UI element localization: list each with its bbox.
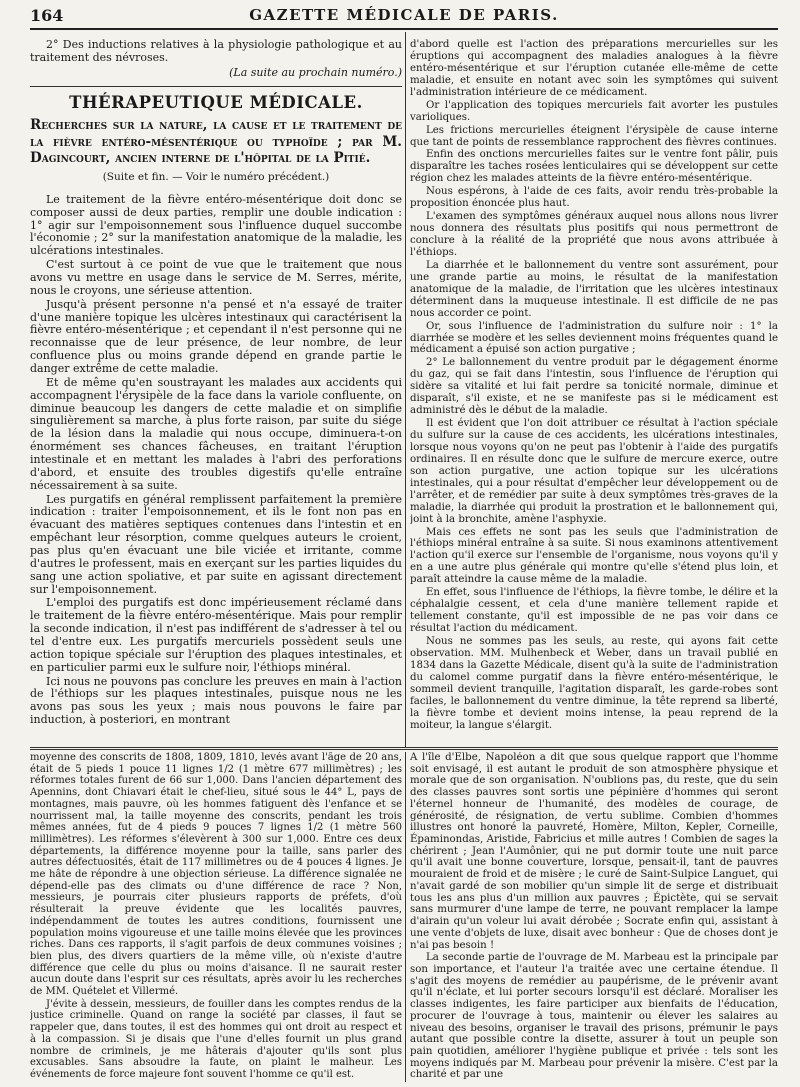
paragraph: Le traitement de la fièvre entéro-mésentérique doit donc se composer aussi de deux parties, remplir une double indication : 1° agir sur l'empoisonnement sous l'influence duquel succombe l'économie ; 2° sur la manifestation anatomique de la maladie, les ulcérations intestinales.: [30, 192, 402, 258]
paragraph: J'évite à dessein, messieurs, de fouiller dans les comptes rendus de la justice criminelle. Quand on range la société par classes, il faut se rappeler que, dans toutes, il est des hommes qui ont droit au respect et à la compassion. Si je disais que l'une d'elles fournit un plus grand nombre de criminels, je me hâterais d'ajouter qu'ils sont plus excusables. Sans absoudre la faute, on plaint le malheur. Les événements de force majeure font souvent l'homme ce qu'il est.: [30, 998, 402, 1080]
column-divider: [405, 752, 406, 1082]
paragraph: Ici nous ne pouvons pas conclure les preuves en main à l'action de l'éthiops sur les plaques intestinales, puisque nous ne les avons pas sous les yeux ; mais nous pouvons le faire par induction, à posteriori, en montrant: [30, 674, 402, 727]
article-title: Recherches sur la nature, la cause et le traitement de la fièvre entéro-mésentérique ou typhoïde ; par M. Dagincourt, ancien interne de l'hôpital de la Pitié.: [30, 117, 402, 167]
paragraph: La diarrhée et le ballonnement du ventre sont assurément, pour une grande partie au moins, le résultat de la manifestation anatomique de la maladie, de l'irritation que les ulcères intestinaux déterminent dans la muqueuse intestinale. Il est difficile de ne pas nous accorder ce point.: [410, 259, 778, 319]
paragraph: A l'île d'Elbe, Napoléon a dit que sous quelque rapport que l'homme soit envisagé, il est autant le produit de son atmosphère physique et morale que de son organisation. N'oublions pas, du reste, que du sein des classes pauvres sont sortis une pépinière d'hommes qui seront l'éternel honneur de l'humanité, des modèles de courage, de générosité, de résignation, de vertu sublime. Combien d'hommes illustres ont honoré la pauvreté, Homère, Milton, Kepler, Corneille, Épaminondas, Aristide, Fabricius et mille autres ! Combien de sages la chérirent ; Jean l'Aumônier, qui ne put dormir toute une nuit parce qu'il avait une bonne couverture, lorsque, pensait-il, tant de pauvres mouraient de froid et de misère ; le curé de Saint-Sulpice Languet, qui n'avait gardé de son mobilier qu'un simple lit de serge et distribuait tous les ans plus d'un million aux pauvres ; Épictète, qui se servait sans murmurer d'une lampe de terre, ne pouvant remplacer la lampe d'airain qu'un voleur lui avait dérobée ; Socrate enfin qui, assistant à une vente d'objets de luxe, disait avec bonheur : Que de choses dont je n'ai pas besoin !: [410, 752, 778, 951]
paragraph: L'emploi des purgatifs est donc impérieusement réclamé dans le traitement de la fièvre entéro-mésentérique. Mais pour remplir la seconde indication, il n'est pas indifférent de s'adresser à tel ou tel d'entre eux. Les purgatifs mercuriels possèdent seuls une action topique spéciale sur l'éruption des plaques intestinales, et en particulier parmi eux le sulfure noir, l'éthiops minéral.: [30, 596, 402, 674]
paragraph: d'abord quelle est l'action des préparations mercurielles sur les éruptions qui accompagnent des maladies analogues à la fièvre entéro-mésentérique et sur l'éruption cutanée elle-même de cette maladie, et ensuite en notant avec soin les symptômes qui suivent l'administration intérieure de ce médicament.: [410, 39, 778, 98]
column-bottom-left: [30, 752, 402, 1082]
paragraph: La seconde partie de l'ouvrage de M. Marbeau est la principale par son importance, et l'auteur l'a traitée avec une certaine étendue. Il s'agit des moyens de remédier au paupérisme, de le prévenir avant qu'il n'éclate, et lui porter secours lorsqu'il est déclaré. Moraliser les classes indigentes, les faire participer aux bienfaits de l'éducation, procurer de l'ouvrage à tous, maintenir ou élever les salaires au niveau des besoins, organiser le travail des prisons, prémunir le pays autant que possible contre la disette, assurer à tout un peuple son pain quotidien, améliorer l'hygiène publique et privée : tels sont les moyens indiqués par M. Marbeau pour prévenir la misère. C'est par la charité et par une: [410, 952, 778, 1081]
paragraph: Enfin des onctions mercurielles faites sur le ventre font pâlir, puis disparaître les taches rosées lenticulaires qui se développent sur cette région chez les malades atteints de la fièvre entéro-mésentérique.: [410, 149, 778, 185]
paragraph: Or l'application des topiques mercuriels fait avorter les pustules varioliques.: [410, 99, 778, 123]
paragraph: C'est surtout à ce point de vue que le traitement que nous avons vu mettre en usage dans le service de M. Serres, mérite, nous le croyons, une sérieuse attention.: [30, 258, 402, 297]
paragraph: Or, sous l'influence de l'administration du sulfure noir : 1° la diarrhée se modère et les selles deviennent moins fréquentes quand le médicament a épuisé son action purgative ;: [410, 320, 778, 356]
paragraph: Mais ces effets ne sont pas les seuls que l'administration de l'éthiops minéral entraîne à sa suite. Si nous examinons attentivement l'action qu'il exerce sur l'ensemble de l'organisme, nous voyons qu'il y en a une autre plus générale qui montre qu'elle s'étend plus loin, et paraît atteindre la cause même de la maladie.: [410, 526, 778, 586]
column-top-left: [30, 39, 402, 743]
section-divider: [30, 747, 778, 750]
paragraph: En effet, sous l'influence de l'éthiops, la fièvre tombe, le délire et la céphalalgie cessent, et cela d'une manière tellement rapide et tellement constante, qu'il est impossible de ne pas voir dans ce résultat l'action du médicament.: [410, 587, 778, 634]
continued-note: (La suite au prochain numéro.): [229, 65, 402, 79]
article-note: (Suite et fin. — Voir le numéro précédent.): [102, 170, 330, 183]
paragraph: Et de même qu'en soustrayant les malades aux accidents qui accompagnent l'érysipèle de la face dans la variole confluente, on diminue beaucoup les dangers de cette maladie et on simplifie singulièrement sa marche, à plus forte raison, par suite du siége de la lésion dans la maladie qui nous occupe, diminuera-t-on énormément ses chances fâcheuses, en traitant l'éruption intestinale et en mettant les malades à l'abri des perforations d'abord, et ensuite des troubles digestifs qu'elle entraîne nécessairement à sa suite.: [30, 375, 402, 492]
column-top-right: [410, 39, 778, 743]
section-heading: THÉRAPEUTIQUE MÉDICALE.: [69, 92, 363, 112]
paragraph: moyenne des conscrits de 1808, 1809, 1810, levés avant l'âge de 20 ans, était de 5 pieds 1 pouce 11 lignes 1/2 (1 mètre 677 millimètres) ; les réformes totales furent de 66 sur 1,000. Dans l'ancien département des Apennins, dont Chiavari était le chef-lieu, situé sous le 44° L, pays de montagnes, mais pauvre, où les hommes fatiguent dès l'enfance et se nourrissent mal, la taille moyenne des conscrits, pendant les trois mêmes années, fut de 4 pieds 9 pouces 7 lignes 1/2 (1 mètre 560 millimètres). Les réformes s'élevèrent à 300 sur 1,000. Entre ces deux départements, la différence moyenne pour la taille, sans parler des autres défectuosités, était de 117 millimètres ou de 4 pouces 4 lignes. Je me hâte de répondre à une objection sérieuse. La différence signalée ne dépend-elle pas des climats ou d'une différence de race ? Non, messieurs, je pourrais citer plusieurs rapports de préfets, d'où résulterait la preuve évidente que les localités pauvres, indépendamment de toutes les autres conditions, fournissent une population moins vigoureuse et une taille moins élevée que les provinces riches. Dans ces rapports, il s'agit parfois de deux communes voisines ; bien plus, des divers quartiers de la même ville, où n'existe d'autre différence que celle du plus ou moins d'aisance. Il ne saurait rester aucun doute dans l'esprit sur ces résultats, après avoir lu les recherches de MM. Quételet et Villermé.: [30, 752, 402, 998]
paragraph: 2° Le ballonnement du ventre produit par le dégagement énorme du gaz, qui se fait dans l'intestin, sous l'influence de l'éruption qui sidère sa vitalité et lui fait perdre sa tonicité normale, diminue et disparaît, s'il existe, et ne se manifeste pas si le médicament est administré dès le début de la maladie.: [410, 357, 778, 417]
paragraph: Il est évident que l'on doit attribuer ce résultat à l'action spéciale du sulfure sur la cause de ces accidents, les ulcérations intestinales, lorsque nous voyons qu'on ne peut pas l'obtenir à l'aide des purgatifs ordinaires. Il en résulte donc que le sulfure de mercure exerce, outre son action purgative, une action topique sur les ulcérations intestinales, qui a pour résultat d'empêcher leur développement ou de l'arrêter, et de remédier par suite à deux symptômes très-graves de la maladie, la diarrhée qui produit la prostration et le ballonnement qui, joint à la bronchite, amène l'asphyxie.: [410, 418, 778, 525]
page-header: [30, 6, 778, 30]
journal-title: GAZETTE MÉDICALE DE PARIS.: [249, 6, 559, 24]
paragraph: Jusqu'à présent personne n'a pensé et n'a essayé de traiter d'une manière topique les ulcères intestinaux qui caractérisent la fièvre entéro-mésentérique ; et cependant il n'est personne qui ne reconnaisse que de leur présence, de leur nombre, de leur confluence plus ou moins grande dépend en grande partie le danger extrême de cette maladie.: [30, 297, 402, 375]
paragraph: Nous ne sommes pas les seuls, au reste, qui ayons fait cette observation. MM. Mulhenbeck et Weber, dans un travail publié en 1834 dans la Gazette Médicale, disent qu'à la suite de l'administration du calomel comme purgatif dans la fièvre entéro-mésentérique, le sommeil devient tranquille, l'agitation disparaît, les garde-robes sont faciles, le ballonnement du ventre diminue, la tête reprend sa liberté, la fièvre tombe et devient moins intense, la peau reprend de la moiteur, la langue s'élargit.: [410, 635, 778, 731]
intro-paragraph: 2° Des inductions relatives à la physiologie pathologique et au traitement des névroses.: [30, 39, 402, 64]
paragraph: L'examen des symptômes généraux auquel nous allons nous livrer nous donnera des résultats plus positifs qui nous permettront de conclure à la réalité de la propriété que nous avons attribuée à l'éthiops.: [410, 211, 778, 258]
column-bottom-right: [410, 752, 778, 1082]
paragraph: Les frictions mercurielles éteignent l'érysipèle de cause interne que tant de points de ressemblance rapprochent des fièvres continues.: [410, 124, 778, 148]
paragraph: Les purgatifs en général remplissent parfaitement la première indication : traiter l'empoisonnement, et ils le font non pas en évacuant des matières septiques contenues dans l'intestin et en empêchant leur résorption, comme quelques auteurs le croient, pas plus qu'en évacuant une bile viciée et irritante, comme d'autres le professent, mais en exerçant sur les parties liquides du sang une action spoliative, et par suite en agissant directement sur l'empoisonnement.: [30, 492, 402, 596]
paragraph: Nous espérons, à l'aide de ces faits, avoir rendu très-probable la proposition énoncée plus haut.: [410, 186, 778, 210]
column-divider: [405, 32, 406, 748]
rule: [30, 86, 402, 87]
page-number: 164: [30, 6, 64, 25]
